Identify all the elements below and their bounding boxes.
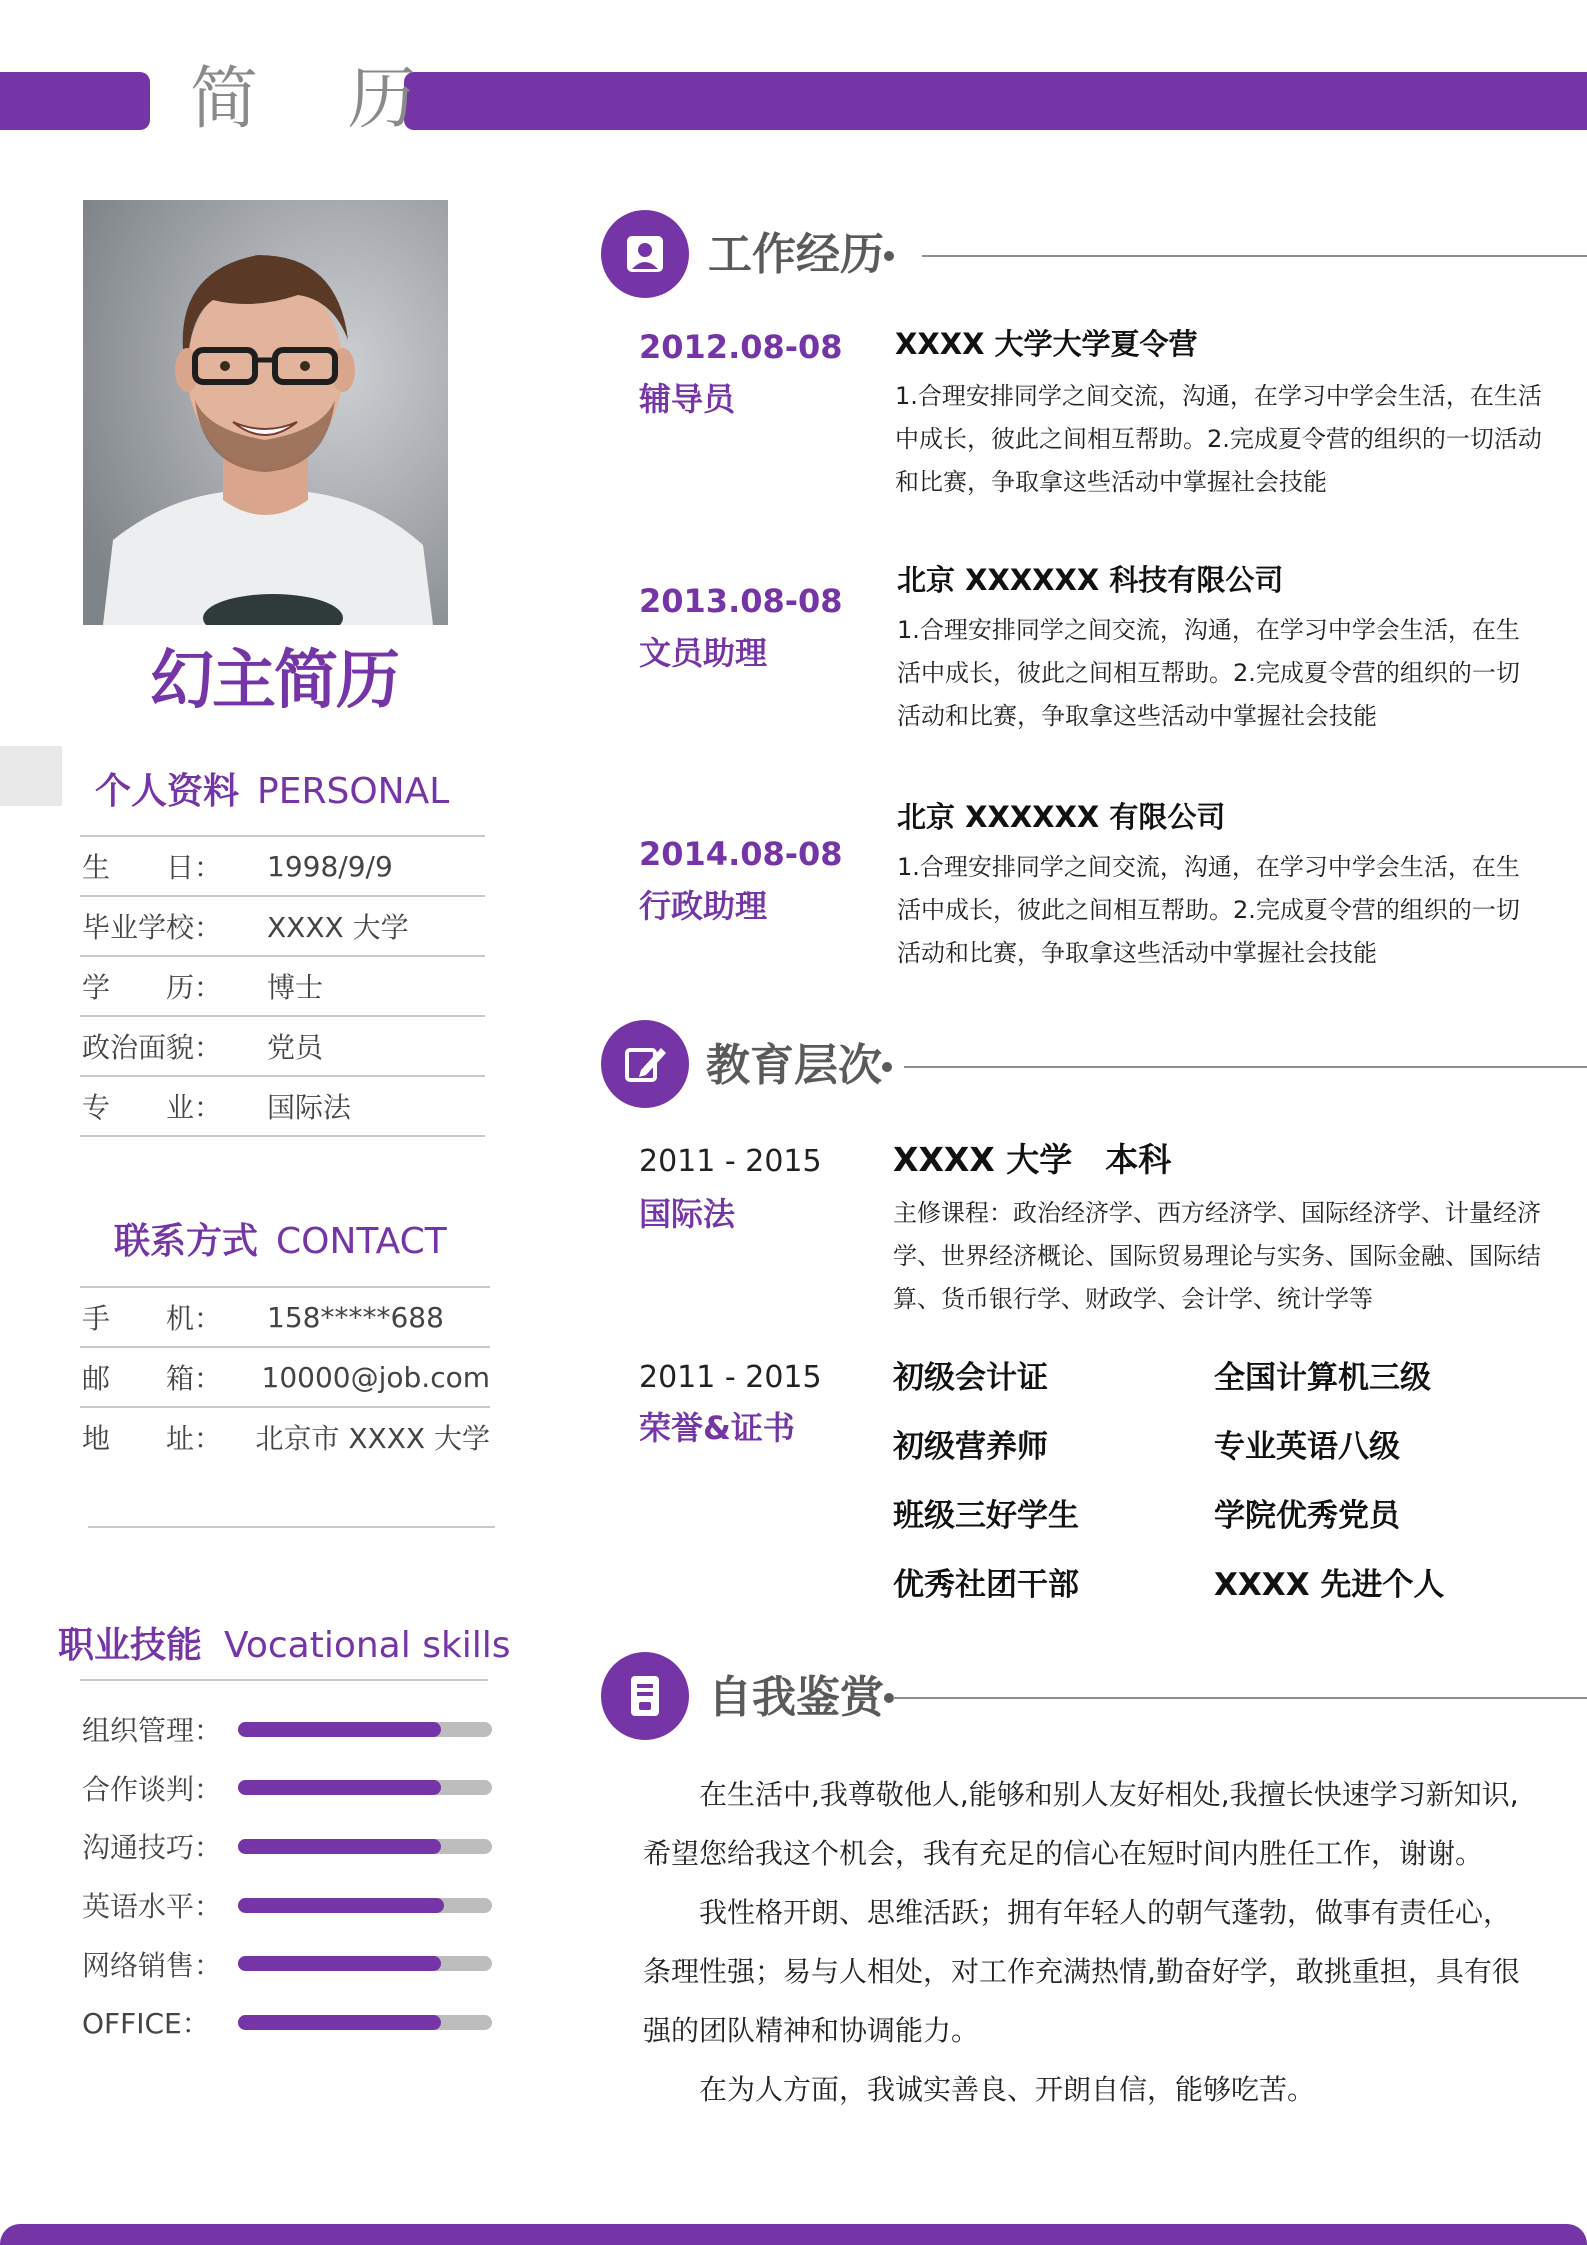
- work-section-icon: [601, 210, 689, 298]
- honor-item: 专业英语八级: [1214, 1429, 1400, 1465]
- contact-label: 邮 箱：: [82, 1362, 223, 1395]
- education-date: 2011 - 2015: [639, 1144, 822, 1179]
- info-row-school: [80, 895, 485, 955]
- info-value: 党员: [267, 1031, 324, 1064]
- honor-item: XXXX 先进个人: [1214, 1567, 1445, 1603]
- honor-item: 初级营养师: [893, 1429, 1048, 1465]
- contact-row-email: [80, 1346, 490, 1406]
- skill-bar: [238, 1780, 492, 1795]
- skill-label: 网络销售：: [82, 1948, 223, 1982]
- self-eval-paragraph: 在为人方面，我诚实善良、开朗自信，能够吃苦。: [699, 2073, 1316, 2106]
- edit-icon: [621, 1040, 669, 1088]
- work-date: 2013.08-08: [639, 582, 843, 620]
- skill-row: [82, 1993, 502, 2052]
- contact-heading: [114, 1218, 447, 1272]
- info-value: XXXX 大学: [267, 911, 409, 944]
- personal-title-en: PERSONAL: [257, 771, 450, 812]
- work-org: XXXX 大学大学夏令营: [895, 327, 1198, 361]
- skill-row: [82, 1759, 502, 1818]
- header-bar-right: [404, 72, 1587, 130]
- honor-item: 全国计算机三级: [1214, 1360, 1431, 1396]
- skill-bar: [238, 1839, 492, 1854]
- brand-watermark: [150, 636, 420, 716]
- header-bar-left: [0, 72, 150, 130]
- honors-label: 荣誉&证书: [639, 1409, 795, 1447]
- skills-divider: [80, 1679, 488, 1681]
- contact-row-phone: [80, 1286, 490, 1346]
- education-major: 国际法: [639, 1195, 736, 1233]
- info-label: 专 业：: [82, 1091, 223, 1124]
- section-dot: [882, 1062, 892, 1072]
- profile-photo: [83, 200, 448, 625]
- info-row-birthday: [80, 835, 485, 895]
- skill-row: [82, 1934, 502, 1993]
- personal-table: [80, 835, 485, 1137]
- skills-heading: [58, 1622, 511, 1676]
- info-row-degree: [80, 955, 485, 1015]
- honors-grid: [893, 1350, 1533, 1626]
- portrait-illustration: [83, 200, 448, 625]
- info-label: 毕业学校：: [82, 911, 223, 944]
- contact-label: 手 机：: [82, 1302, 223, 1335]
- skill-label: 组织管理：: [82, 1714, 223, 1748]
- info-row-politics: [80, 1015, 485, 1075]
- contact-divider: [88, 1526, 495, 1528]
- skill-bar-fill: [238, 1956, 441, 1971]
- honor-item: 班级三好学生: [893, 1498, 1079, 1534]
- contact-table: [80, 1286, 490, 1466]
- personal-heading: [95, 768, 449, 822]
- self-section-icon: [601, 1652, 689, 1740]
- contact-value: 158*****688: [267, 1300, 444, 1334]
- work-role: 行政助理: [639, 887, 768, 925]
- info-row-major: [80, 1075, 485, 1137]
- section-rule: [893, 1697, 1587, 1699]
- contact-title-en: CONTACT: [276, 1221, 447, 1262]
- info-value: 博士: [267, 971, 324, 1004]
- section-rule: [922, 255, 1587, 257]
- personal-title-cn: 个人资料: [95, 771, 240, 812]
- contact-title-cn: 联系方式: [114, 1221, 259, 1262]
- skill-bar: [238, 1722, 492, 1737]
- skill-label: 合作谈判：: [82, 1772, 223, 1806]
- work-role: 文员助理: [639, 634, 768, 672]
- skill-bar-fill: [238, 1780, 441, 1795]
- page-title: 简 历: [190, 60, 450, 139]
- info-label: 政治面貌：: [82, 1031, 223, 1064]
- footer-bar: [0, 2224, 1587, 2245]
- work-date: 2012.08-08: [639, 328, 843, 366]
- skill-label: 英语水平：: [82, 1890, 223, 1924]
- section-dot: [884, 251, 894, 261]
- work-desc: 1.合理安排同学之间交流，沟通，在学习中学会生活，在生活中成长，彼此之间相互帮助。2.完成夏令营的组织的一切活动和比赛，争取拿这些活动中掌握社会技能: [897, 853, 1520, 967]
- side-tab: [0, 746, 62, 806]
- skill-label: OFFICE：: [82, 2007, 210, 2041]
- self-eval-paragraph: 在生活中,我尊敬他人,能够和别人友好相处,我擅长快速学习新知识,希望您给我这个机会，我有充足的信心在短时间内胜任工作，谢谢。: [643, 1778, 1519, 1870]
- skill-row: [82, 1876, 502, 1935]
- skill-bar-fill: [238, 2015, 441, 2030]
- skill-row: [82, 1817, 502, 1876]
- education-school: XXXX 大学 本科: [893, 1140, 1172, 1179]
- contact-row-address: [80, 1406, 490, 1466]
- contact-value: 北京市 XXXX 大学: [255, 1422, 490, 1455]
- skills-title-cn: 职业技能: [58, 1625, 203, 1666]
- info-value: 1998/9/9: [267, 849, 393, 883]
- skill-bar: [238, 2015, 492, 2030]
- info-label: 生 日：: [82, 851, 223, 884]
- skill-bar-fill: [238, 1839, 441, 1854]
- info-label: 学 历：: [82, 971, 223, 1004]
- self-section-title: 自我鉴赏: [708, 1672, 884, 1723]
- honor-item: 初级会计证: [893, 1360, 1048, 1396]
- skill-bar: [238, 1898, 492, 1913]
- self-eval-paragraph: 我性格开朗、思维活跃；拥有年轻人的朝气蓬勃，做事有责任心，条理性强；易与人相处，对工作充满热情,勤奋好学，敢挑重担，具有很强的团队精神和协调能力。: [643, 1896, 1520, 2047]
- education-section-title: 教育层次: [706, 1040, 882, 1091]
- skills-title-en: Vocational skills: [224, 1625, 511, 1666]
- skill-row: [82, 1700, 502, 1759]
- work-date: 2014.08-08: [639, 835, 843, 873]
- work-section-title: 工作经历: [708, 229, 884, 280]
- work-role: 辅导员: [639, 380, 736, 418]
- self-eval-text: [643, 1765, 1538, 2119]
- info-value: 国际法: [267, 1091, 352, 1124]
- work-org: 北京 XXXXXX 科技有限公司: [897, 563, 1284, 597]
- honor-item: 优秀社团干部: [893, 1567, 1079, 1603]
- contact-value: 10000@job.com: [261, 1360, 490, 1394]
- skill-bar-fill: [238, 1722, 441, 1737]
- education-courses: 主修课程：政治经济学、西方经济学、国际经济学、计量经济学、世界经济概论、国际贸易理论与实务、国际金融、国际结算、货币银行学、财政学、会计学、统计学等: [893, 1199, 1541, 1313]
- work-desc: 1.合理安排同学之间交流，沟通，在学习中学会生活，在生活中成长，彼此之间相互帮助。2.完成夏令营的组织的一切活动和比赛，争取拿这些活动中掌握社会技能: [897, 616, 1520, 730]
- contact-label: 地 址：: [82, 1422, 223, 1455]
- brand-text: 幻主简历: [150, 644, 398, 716]
- skill-bar-fill: [238, 1898, 444, 1913]
- education-section-icon: [601, 1020, 689, 1108]
- document-icon: [625, 1672, 665, 1720]
- skill-label: 沟通技巧：: [82, 1831, 223, 1865]
- skill-bar: [238, 1956, 492, 1971]
- honor-item: 学院优秀党员: [1214, 1498, 1400, 1534]
- work-org: 北京 XXXXXX 有限公司: [897, 800, 1226, 834]
- skills-list: [82, 1700, 502, 2052]
- work-desc: 1.合理安排同学之间交流，沟通，在学习中学会生活，在生活中成长，彼此之间相互帮助。2.完成夏令营的组织的一切活动和比赛，争取拿这些活动中掌握社会技能: [895, 382, 1542, 496]
- honors-date: 2011 - 2015: [639, 1360, 822, 1395]
- section-rule: [904, 1066, 1587, 1068]
- person-icon: [622, 231, 668, 277]
